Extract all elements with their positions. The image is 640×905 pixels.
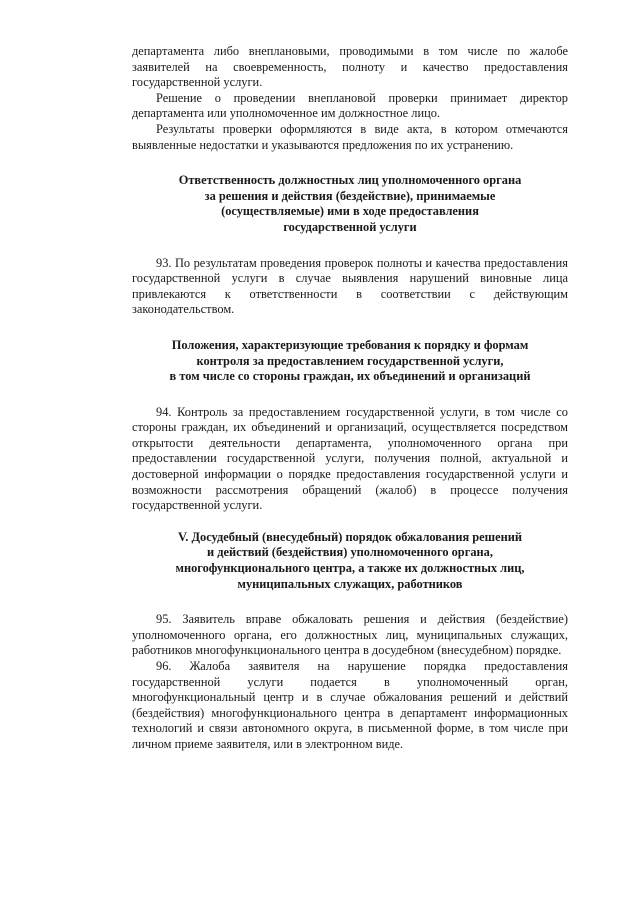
paragraph-96: 96. Жалоба заявителя на нарушение порядка предоставления государственной услуги подается в уполномоченный орган, многофункциональный центр и в случае обжалования решений и действий (бездействия) многофункционального центра в департамент информационных технологий и связи автономного округа, в письменной форме, в том числе при личном приеме заявителя, или в электронном виде.	[132, 659, 568, 751]
paragraph-intro-continuation: департамента либо внеплановыми, проводимыми в том числе по жалобе заявителей на своевременность, полноту и качество предоставления государственной услуги.	[132, 44, 568, 90]
section-heading-pretrial-appeal	[132, 530, 568, 592]
spacer	[132, 514, 568, 530]
heading-line: за решения и действия (бездействие), принимаемые	[204, 188, 496, 203]
heading-line: государственной услуги	[283, 219, 417, 234]
section-heading-responsibility	[132, 173, 568, 235]
paragraph-95: 95. Заявитель вправе обжаловать решения и действия (бездействие) уполномоченного органа, его должностных лиц, муниципальных служащих, работников многофункционального центра в досудебном (внесудебном) порядке.	[132, 612, 568, 658]
spacer	[132, 153, 568, 173]
heading-line: и действий (бездействия) уполномоченного органа,	[207, 545, 493, 560]
heading-line: многофункционального центра, а также их должностных лиц,	[175, 561, 525, 576]
heading-line: муниципальных служащих, работников	[237, 576, 463, 591]
paragraph-inspection-results: Результаты проверки оформляются в виде акта, в котором отмечаются выявленные недостатки и указываются предложения по их устранению.	[132, 121, 568, 152]
spacer	[132, 385, 568, 405]
heading-line: контроля за предоставлением государственной услуги,	[196, 353, 504, 368]
heading-line: V. Досудебный (внесудебный) порядок обжалования решений	[177, 529, 523, 544]
paragraph-93: 93. По результатам проведения проверок полноты и качества предоставления государственной услуги в случае выявления нарушений виновные лица привлекаются к ответственности в соответствии с действующим законодательством.	[132, 255, 568, 317]
heading-line: (осуществляемые) ими в ходе предоставления	[221, 204, 479, 219]
paragraph-inspection-decision: Решение о проведении внеплановой проверки принимает директор департамента или уполномоченное им должностное лицо.	[132, 90, 568, 121]
section-heading-control-requirements	[132, 338, 568, 385]
spacer	[132, 318, 568, 338]
paragraph-94: 94. Контроль за предоставлением государственной услуги, в том числе со стороны граждан, их объединений и организаций, осуществляется посредством открытости деятельности департамента, уполномоченного органа при предоставлении государственной услуги, получения полной, актуальной и достоверной информации о порядке предоставления государственной услуги и возможности рассмотрения обращений (жалоб) в процессе получения государственной услуги.	[132, 404, 568, 513]
heading-line: в том числе со стороны граждан, их объединений и организаций	[169, 369, 531, 384]
heading-line: Положения, характеризующие требования к порядку и формам	[171, 337, 529, 352]
heading-line: Ответственность должностных лиц уполномоченного органа	[178, 173, 522, 188]
spacer	[132, 236, 568, 256]
spacer	[132, 592, 568, 612]
